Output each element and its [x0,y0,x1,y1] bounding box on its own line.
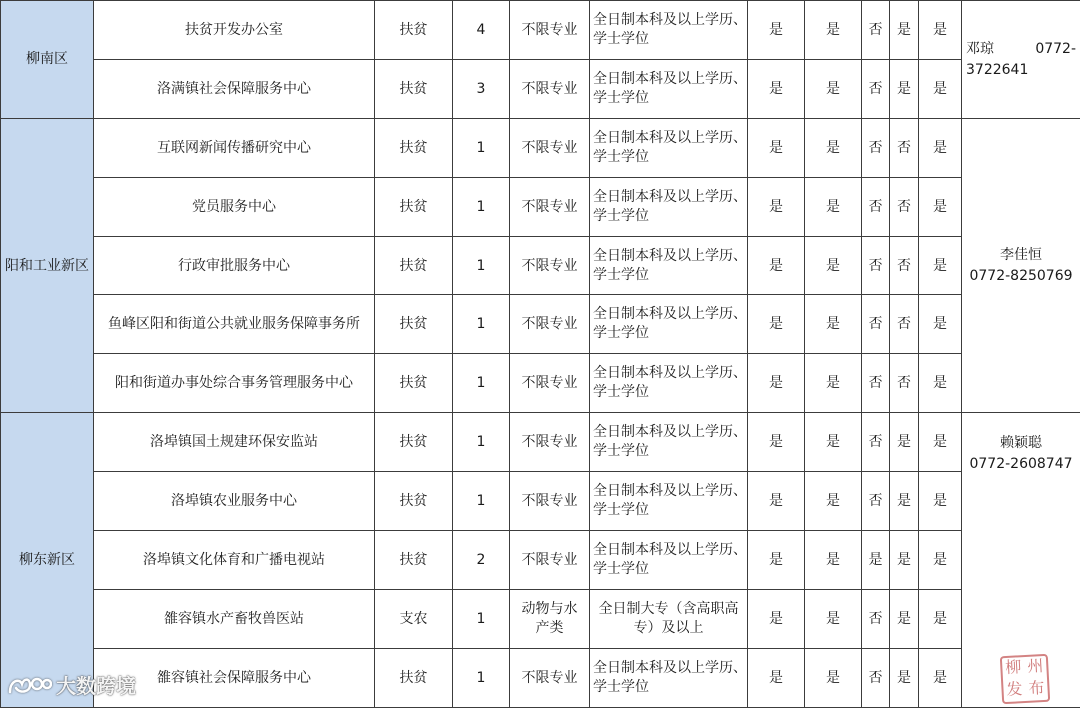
condition-cell-5: 是 [919,354,962,413]
watermark-icon [6,672,52,698]
unit-name: 扶贫开发办公室 [94,1,375,60]
education-cell: 全日制本科及以上学历、学士学位 [590,177,748,236]
unit-name: 洛埠镇国土规建环保安监站 [94,413,375,472]
count-cell: 4 [453,1,510,60]
condition-cell-3: 否 [862,589,890,648]
table-row [1,472,1080,531]
education-cell: 全日制本科及以上学历、学士学位 [590,531,748,590]
count-cell: 2 [453,531,510,590]
contact-phone: 0772-8250769 [962,266,1080,287]
condition-cell-3: 否 [862,648,890,707]
major-cell: 动物与水产类 [510,589,590,648]
condition-cell-1: 是 [748,472,805,531]
condition-cell-1: 是 [748,648,805,707]
education-cell: 全日制本科及以上学历、学士学位 [590,1,748,60]
unit-name: 洛埠镇农业服务中心 [94,472,375,531]
category-cell: 扶贫 [375,531,453,590]
unit-name: 雒容镇水产畜牧兽医站 [94,589,375,648]
major-cell: 不限专业 [510,118,590,177]
condition-cell-4: 否 [890,354,919,413]
major-cell: 不限专业 [510,59,590,118]
major-cell: 不限专业 [510,472,590,531]
contact-phone-rest: 3722641 [962,60,1080,81]
category-cell: 支农 [375,589,453,648]
condition-cell-2: 是 [805,177,862,236]
unit-name: 雒容镇社会保障服务中心 [94,648,375,707]
count-cell: 1 [453,354,510,413]
major-cell: 不限专业 [510,354,590,413]
table-row [1,648,1080,707]
condition-cell-1: 是 [748,177,805,236]
condition-cell-3: 否 [862,118,890,177]
condition-cell-5: 是 [919,295,962,354]
count-cell: 1 [453,118,510,177]
category-cell: 扶贫 [375,1,453,60]
table-row [1,177,1080,236]
major-cell: 不限专业 [510,531,590,590]
condition-cell-2: 是 [805,648,862,707]
condition-cell-1: 是 [748,236,805,295]
condition-cell-4: 是 [890,472,919,531]
table-row [1,354,1080,413]
education-cell: 全日制本科及以上学历、学士学位 [590,648,748,707]
condition-cell-2: 是 [805,589,862,648]
count-cell: 3 [453,59,510,118]
condition-cell-4: 是 [890,59,919,118]
condition-cell-3: 否 [862,295,890,354]
condition-cell-3: 否 [862,59,890,118]
contact-cell [962,1,1080,119]
category-cell: 扶贫 [375,354,453,413]
unit-name: 党员服务中心 [94,177,375,236]
unit-name: 洛埠镇文化体育和广播电视站 [94,531,375,590]
condition-cell-1: 是 [748,1,805,60]
condition-cell-5: 是 [919,472,962,531]
education-cell: 全日制本科及以上学历、学士学位 [590,236,748,295]
contact-phone: 0772-2608747 [962,454,1080,475]
condition-cell-2: 是 [805,413,862,472]
category-cell: 扶贫 [375,236,453,295]
condition-cell-5: 是 [919,589,962,648]
count-cell: 1 [453,472,510,531]
condition-cell-5: 是 [919,648,962,707]
condition-cell-2: 是 [805,59,862,118]
condition-cell-1: 是 [748,118,805,177]
table-row [1,589,1080,648]
major-cell: 不限专业 [510,1,590,60]
condition-cell-5: 是 [919,1,962,60]
seal-char: 布 [1025,678,1048,701]
condition-cell-4: 是 [890,1,919,60]
condition-cell-3: 否 [862,177,890,236]
category-cell: 扶贫 [375,413,453,472]
count-cell: 1 [453,177,510,236]
condition-cell-3: 否 [862,236,890,295]
table-row [1,295,1080,354]
condition-cell-5: 是 [919,531,962,590]
table-row [1,236,1080,295]
contact-name: 赖颖聪 [962,433,1080,454]
count-cell: 1 [453,589,510,648]
education-cell: 全日制本科及以上学历、学士学位 [590,59,748,118]
major-cell: 不限专业 [510,236,590,295]
condition-cell-4: 是 [890,589,919,648]
condition-cell-4: 否 [890,236,919,295]
condition-cell-3: 否 [862,1,890,60]
condition-cell-4: 是 [890,413,919,472]
condition-cell-1: 是 [748,354,805,413]
education-cell: 全日制本科及以上学历、学士学位 [590,295,748,354]
contact-phone-prefix: 0772- [1035,39,1076,60]
category-cell: 扶贫 [375,648,453,707]
contact-name: 李佳恒 [962,245,1080,266]
condition-cell-4: 否 [890,177,919,236]
education-cell: 全日制本科及以上学历、学士学位 [590,354,748,413]
table-row [1,531,1080,590]
count-cell: 1 [453,413,510,472]
education-cell: 全日制本科及以上学历、学士学位 [590,118,748,177]
major-cell: 不限专业 [510,648,590,707]
unit-name: 互联网新闻传播研究中心 [94,118,375,177]
table-row [1,1,1080,60]
major-cell: 不限专业 [510,177,590,236]
condition-cell-2: 是 [805,118,862,177]
condition-cell-3: 否 [862,413,890,472]
condition-cell-2: 是 [805,1,862,60]
condition-cell-4: 是 [890,648,919,707]
condition-cell-2: 是 [805,295,862,354]
major-cell: 不限专业 [510,295,590,354]
condition-cell-5: 是 [919,236,962,295]
condition-cell-3: 否 [862,354,890,413]
condition-cell-5: 是 [919,177,962,236]
count-cell: 1 [453,236,510,295]
watermark-logo [6,670,136,699]
district-cell: 柳南区 [1,1,94,119]
condition-cell-1: 是 [748,589,805,648]
watermark-text: 大数跨境 [56,670,136,699]
education-cell: 全日制本科及以上学历、学士学位 [590,472,748,531]
seal-char: 发 [1003,679,1026,702]
seal-char: 州 [1024,656,1047,679]
condition-cell-5: 是 [919,118,962,177]
category-cell: 扶贫 [375,472,453,531]
condition-cell-4: 是 [890,531,919,590]
condition-cell-1: 是 [748,59,805,118]
condition-cell-5: 是 [919,59,962,118]
count-cell: 1 [453,648,510,707]
condition-cell-2: 是 [805,472,862,531]
count-cell: 1 [453,295,510,354]
condition-cell-2: 是 [805,531,862,590]
category-cell: 扶贫 [375,118,453,177]
condition-cell-5: 是 [919,413,962,472]
table-row [1,118,1080,177]
education-cell: 全日制本科及以上学历、学士学位 [590,413,748,472]
category-cell: 扶贫 [375,295,453,354]
unit-name: 阳和街道办事处综合事务管理服务中心 [94,354,375,413]
condition-cell-1: 是 [748,531,805,590]
district-cell: 阳和工业新区 [1,118,94,412]
condition-cell-3: 否 [862,472,890,531]
contact-name: 邓琼 [966,39,994,60]
unit-name: 洛满镇社会保障服务中心 [94,59,375,118]
condition-cell-3: 是 [862,531,890,590]
category-cell: 扶贫 [375,177,453,236]
watermark-seal [1000,654,1050,704]
seal-char: 柳 [1002,657,1025,680]
contact-cell [962,118,1080,412]
condition-cell-1: 是 [748,413,805,472]
condition-cell-2: 是 [805,354,862,413]
condition-cell-1: 是 [748,295,805,354]
table-row [1,59,1080,118]
condition-cell-4: 否 [890,295,919,354]
major-cell: 不限专业 [510,413,590,472]
table-row [1,413,1080,472]
education-cell: 全日制大专（含高职高专）及以上 [590,589,748,648]
unit-name: 行政审批服务中心 [94,236,375,295]
unit-name: 鱼峰区阳和街道公共就业服务保障事务所 [94,295,375,354]
category-cell: 扶贫 [375,59,453,118]
condition-cell-4: 否 [890,118,919,177]
district-cell: 柳东新区 [1,413,94,707]
condition-cell-2: 是 [805,236,862,295]
